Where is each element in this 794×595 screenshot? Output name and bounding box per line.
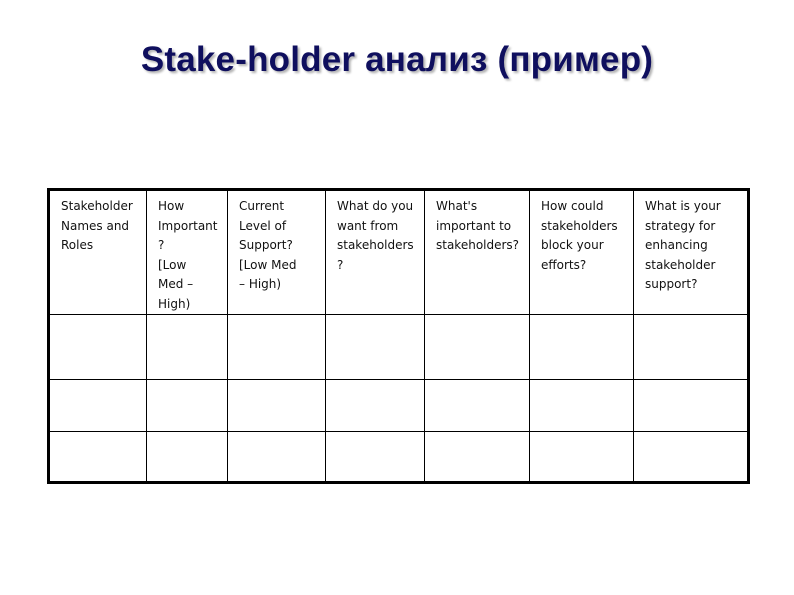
header-cell-strategy (634, 190, 749, 315)
table-row (49, 380, 749, 432)
table-cell (530, 380, 634, 432)
header-cell-blockers (530, 190, 634, 315)
header-row (49, 190, 749, 315)
table-cell (425, 380, 530, 432)
header-label: What do you want from stakeholders ? (337, 199, 414, 272)
header-label: Current Level of Support? [Low Med – High) (239, 199, 297, 291)
header-cell-stakeholder-names (49, 190, 147, 315)
table-cell (147, 315, 228, 380)
table-row (49, 432, 749, 483)
table-cell (228, 432, 326, 483)
table-cell (228, 315, 326, 380)
header-label: What is your strategy for enhancing stakeholder support? (645, 199, 721, 291)
table-cell (634, 432, 749, 483)
header-cell-importance (147, 190, 228, 315)
table-cell (147, 380, 228, 432)
table-cell (634, 380, 749, 432)
table-cell (49, 432, 147, 483)
table-cell (326, 432, 425, 483)
slide-title: Stake-holder анализ (пример) (140, 40, 654, 79)
table-row (49, 315, 749, 380)
header-cell-support-level (228, 190, 326, 315)
table-cell (49, 315, 147, 380)
header-label: How could stakeholders block your efforts? (541, 199, 618, 272)
table-cell (530, 432, 634, 483)
header-label: What's important to stakeholders? (436, 199, 520, 252)
header-label: How Important ? [Low Med – High) (158, 199, 218, 311)
table-cell (634, 315, 749, 380)
table-cell (228, 380, 326, 432)
table-cell (326, 380, 425, 432)
table-cell (530, 315, 634, 380)
table-cell (425, 432, 530, 483)
table-cell (147, 432, 228, 483)
table-cell (425, 315, 530, 380)
header-cell-stakeholder-priorities (425, 190, 530, 315)
header-label: Stakeholder Names and Roles (61, 199, 133, 252)
table-cell (49, 380, 147, 432)
header-cell-wants (326, 190, 425, 315)
table-cell (326, 315, 425, 380)
stakeholder-analysis-table (47, 188, 750, 484)
